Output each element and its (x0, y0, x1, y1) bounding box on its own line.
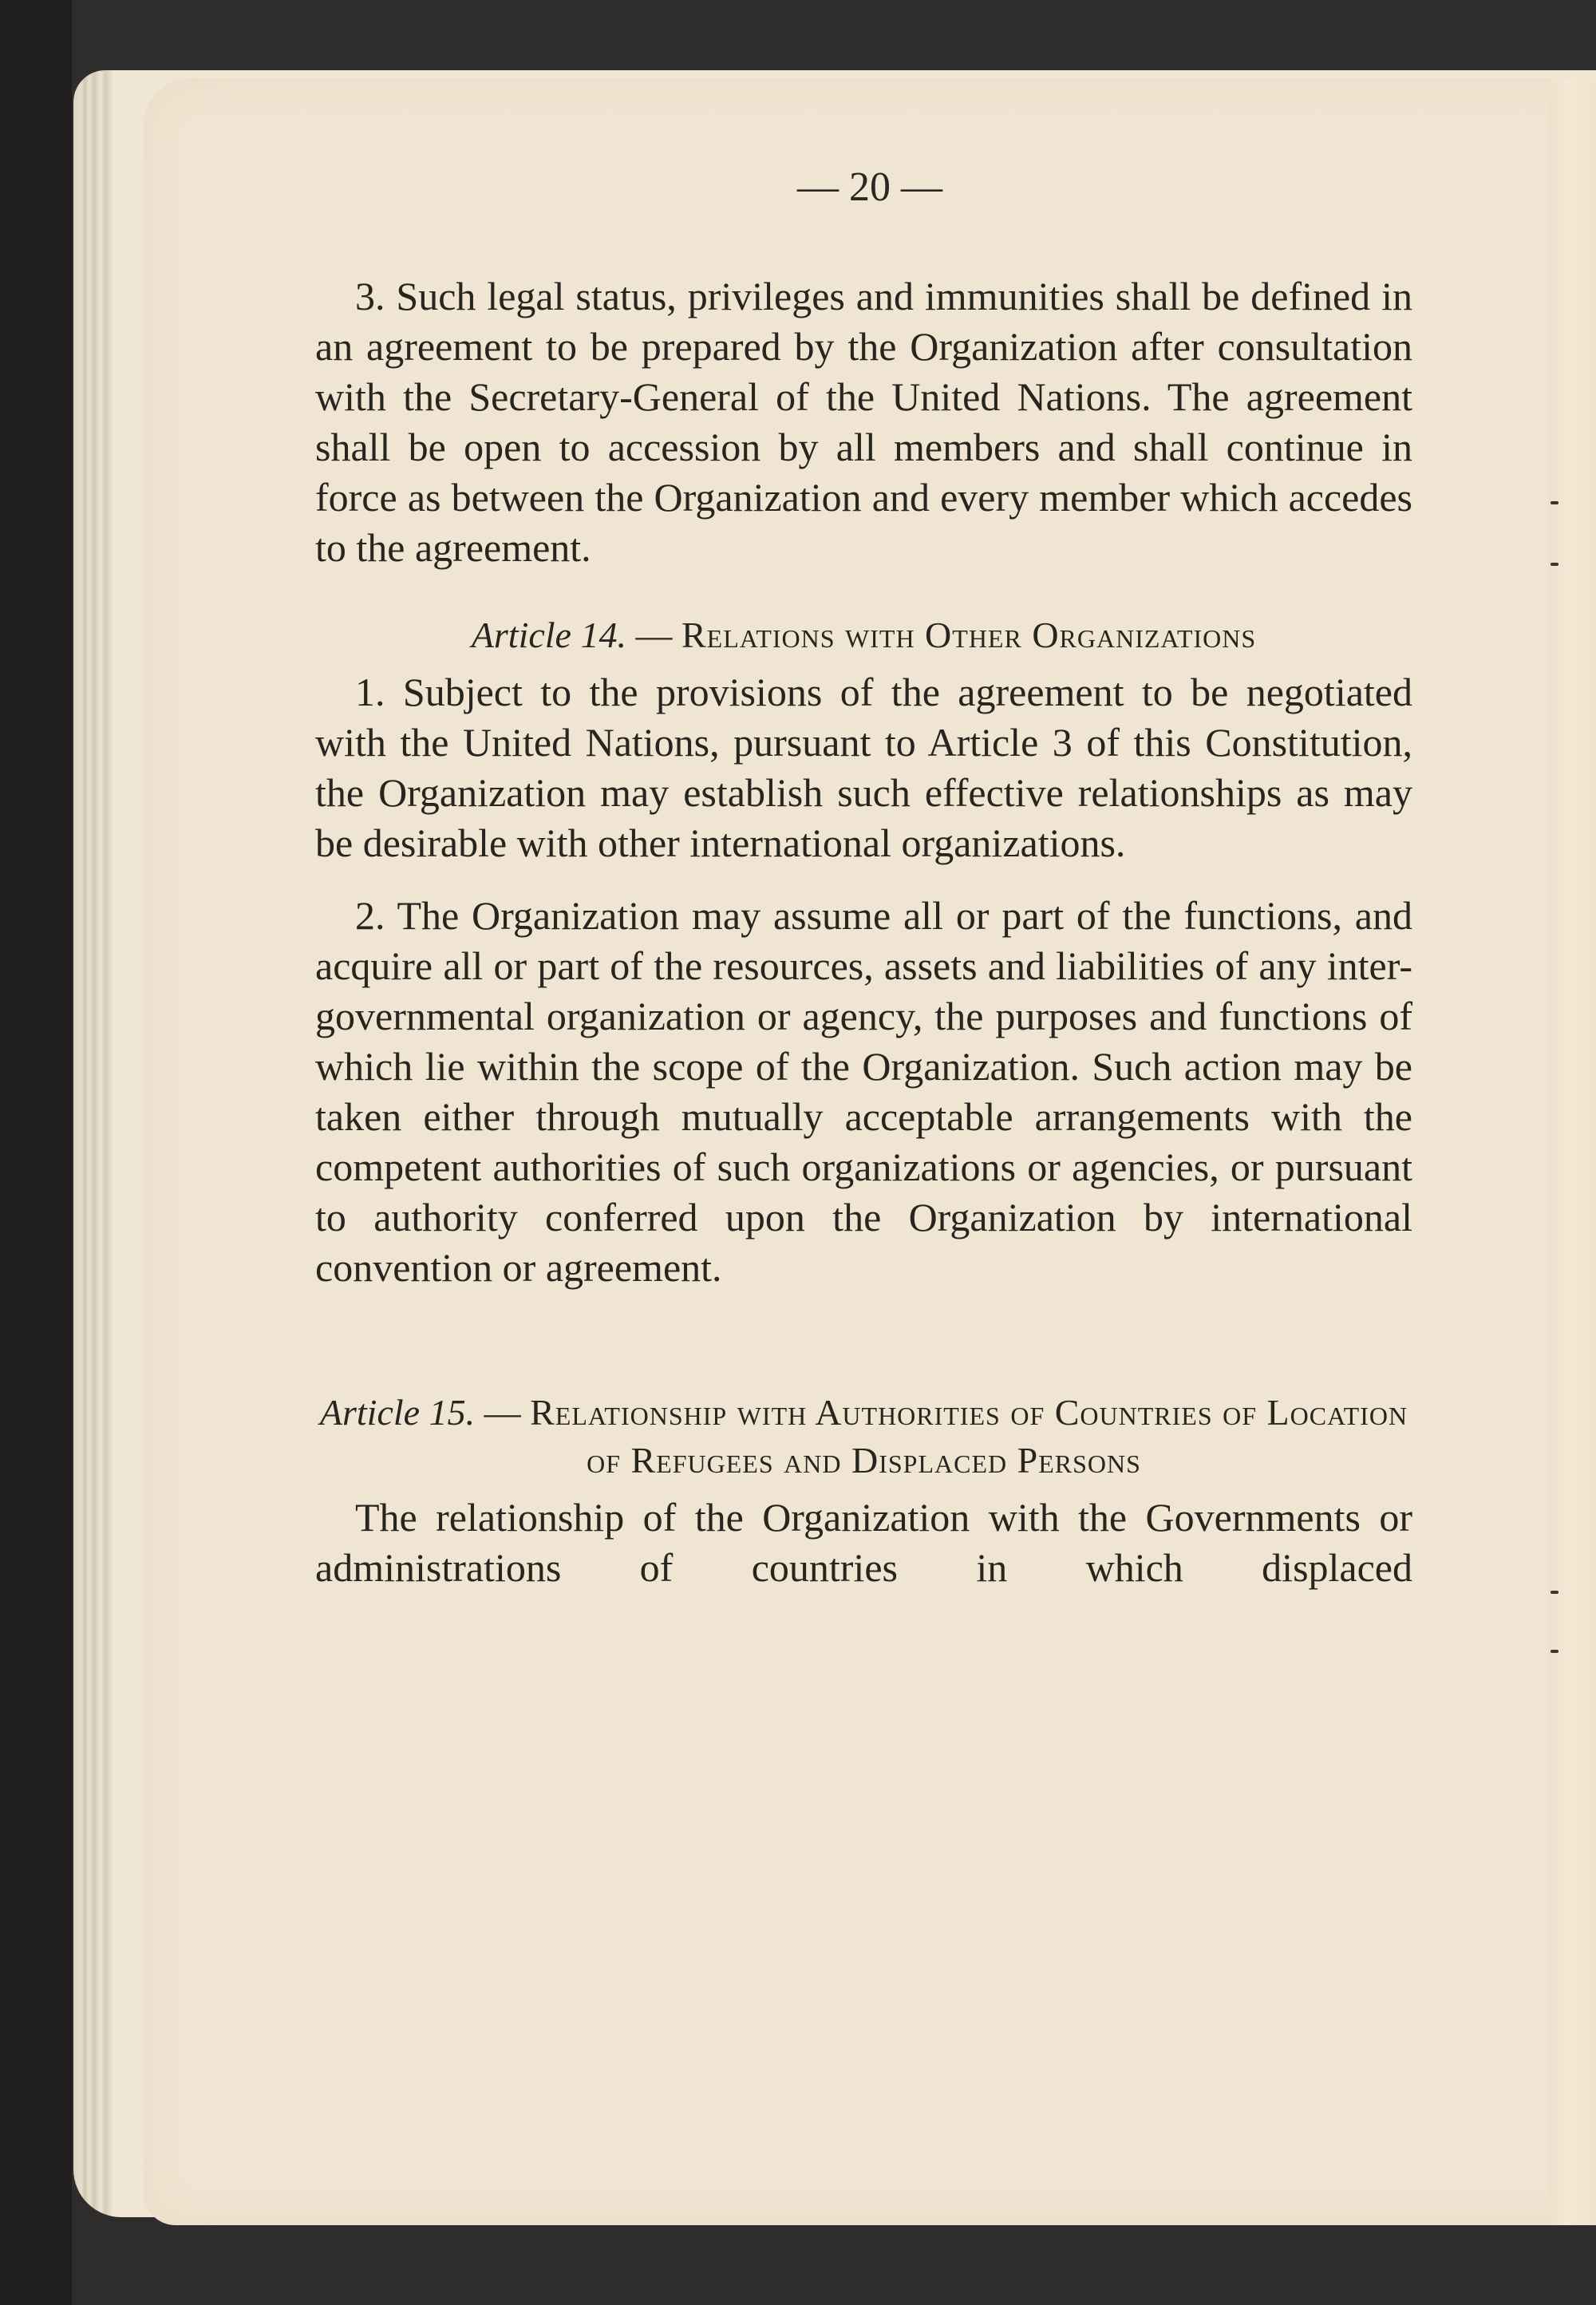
gutter-mark (1551, 501, 1558, 504)
scanner-background-left (0, 0, 72, 2305)
article15-paragraph-1: The relationship of the Organization with the Governments or administrations of countries in which displaced (315, 1495, 1412, 1590)
article15-dash: — (475, 1392, 531, 1433)
article14-heading (315, 611, 1412, 659)
article15-title: Relationship with Authorities of Countries of Location of Refugees and Displaced Persons (530, 1392, 1408, 1481)
gutter-mark (1551, 563, 1558, 566)
article14-title: Relations with Other Organizations (681, 615, 1257, 655)
gutter-mark (1551, 1650, 1558, 1653)
article15-heading (315, 1389, 1412, 1485)
article14-paragraph-2: 2. The Organization may assume all or part of the functions, and acquire all or part of the resources, assets and liabilities of any inter-governmental organization or agency, the purposes and functions of which lie within the scope of the Organization. Such action may be taken either through mutually acceptable arrangements with the competent authorities of such organizations or agencies, or pursuant to authority conferred upon the Organization by international convention or agreement. (315, 893, 1412, 1290)
article14-paragraph-1: 1. Subject to the provisions of the agreement to be negotiated with the United Nations, pursuant to Article 3 of this Constitution, the Organization may establish such effective relationships as may be desirable with other international organizations. (315, 670, 1412, 865)
article14-dash: — (626, 615, 681, 655)
page-number: — 20 — (797, 164, 942, 210)
gutter-mark (1551, 1591, 1558, 1594)
book-gutter (1548, 78, 1596, 2225)
page-content (315, 271, 1412, 1593)
article13-paragraph-3: 3. Such legal status, privileges and immunities shall be defined in an agreement to be prepared by the Organization after consultation with the Secretary-General of the United Nations. The agreement shall be open to accession by all members and shall continue in force as between the Organization and every member which accedes to the agreement. (315, 274, 1412, 570)
article14-label: Article 14. (471, 615, 626, 655)
article15-label: Article 15. (319, 1392, 476, 1433)
